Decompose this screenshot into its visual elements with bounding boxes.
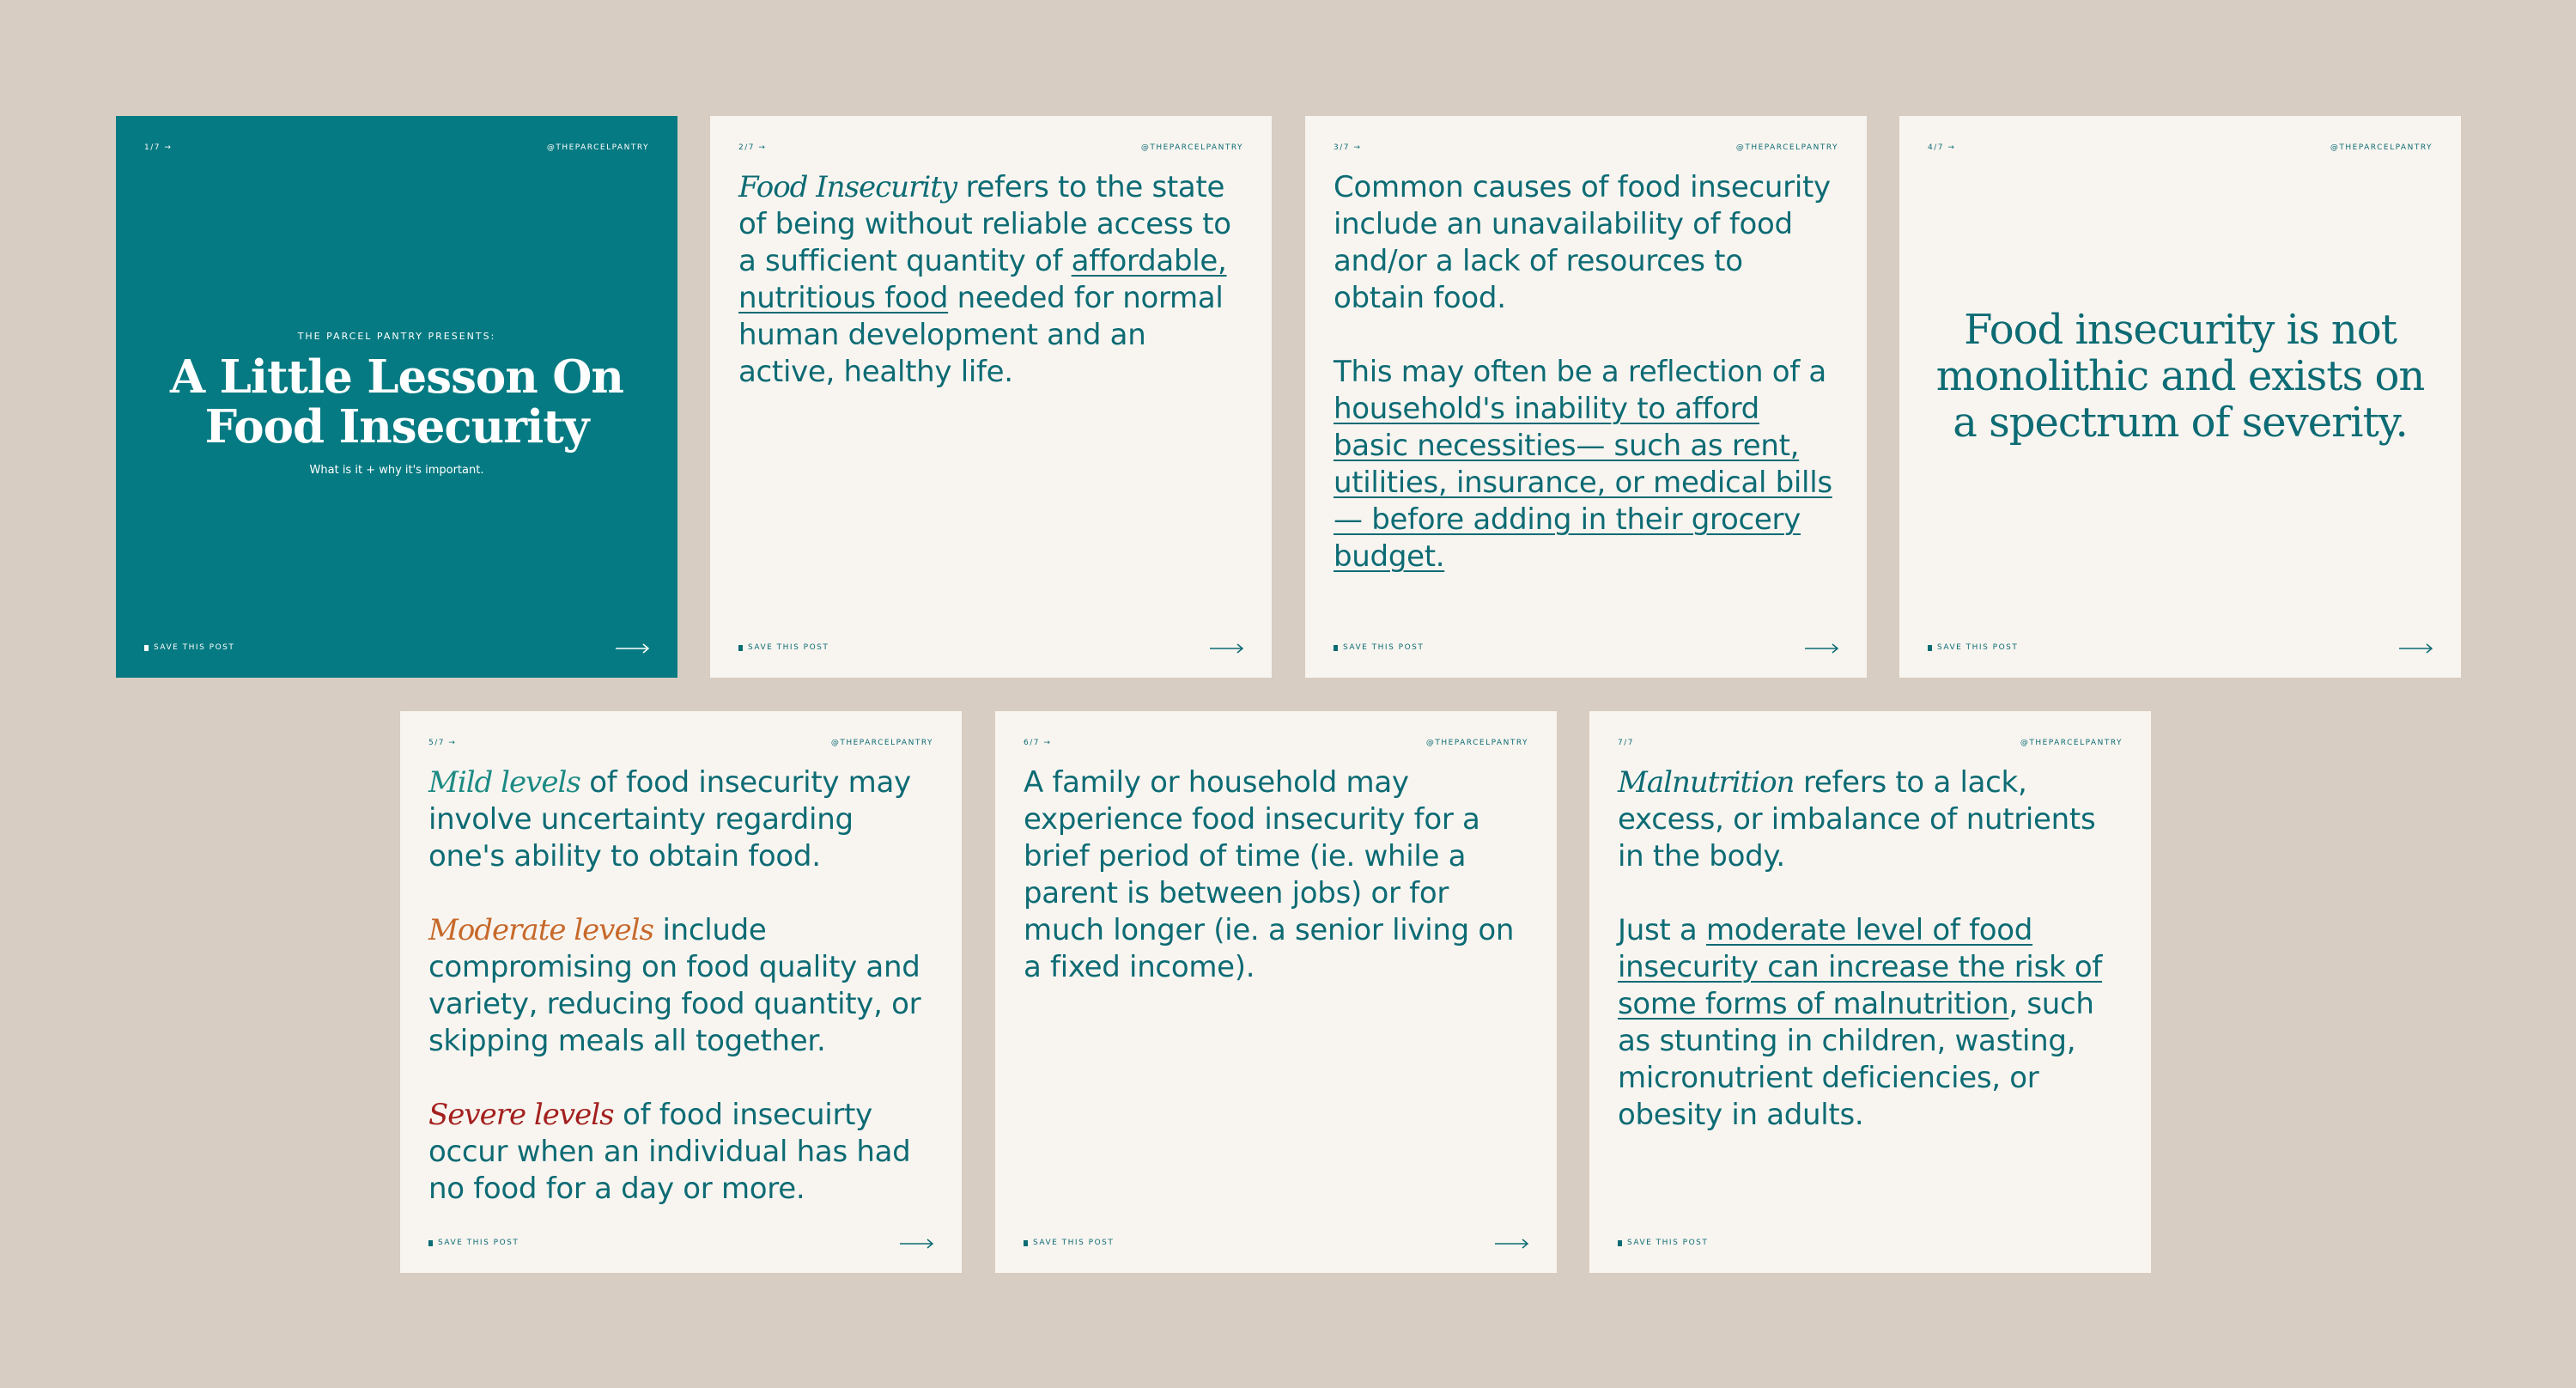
save-label: SAVE THIS POST [438, 1239, 519, 1247]
term-food-insecurity: Food Insecurity [738, 170, 957, 204]
body-paragraph: A family or household may experience food insecurity for a brief period of time (ie. while a parent is between jobs) or for much longer (ie. a senior living on a fixed income). [1024, 765, 1515, 984]
subtitle: What is it + why it's important. [309, 464, 484, 477]
body-link: affordable, nutritious food [738, 244, 1227, 315]
body-paragraph: Common causes of food insecurity include an unavailability of food and/or a lack of resources to obtain food. [1334, 170, 1831, 315]
save-post-button[interactable] [428, 1239, 519, 1247]
save-post-button[interactable] [144, 643, 234, 652]
arrow-right-icon[interactable] [900, 1239, 934, 1249]
body-link: household's inability to afford basic necessities— such as rent, utilities, insurance, or medical bills— before adding in their grocery budget. [1334, 392, 1832, 574]
slide-number: 4/7 → [1928, 143, 1956, 152]
slide-2-card[interactable] [710, 116, 1272, 678]
statement-text: Food insecurity is not monolithic and exists on a spectrum of severity. [1935, 306, 2425, 447]
slide-body [1024, 764, 1531, 986]
term-mild-levels: Mild levels [428, 765, 580, 800]
save-post-button[interactable] [738, 643, 829, 652]
brand-handle: @THEPARCELPANTRY [1735, 143, 1838, 152]
body-text: needed for normal human development and an active, healthy life. [738, 281, 1224, 389]
body-text: include compromising on food quality and variety, reducing food quantity, or skipping meals all together. [428, 913, 921, 1058]
arrow-right-icon[interactable] [1495, 1239, 1529, 1249]
slide-6-card[interactable] [995, 711, 1557, 1273]
bookmark-icon [1928, 645, 1932, 651]
arrow-right-icon[interactable] [1805, 643, 1839, 654]
save-label: SAVE THIS POST [1033, 1239, 1115, 1247]
body-text: refers to the state of being without reliable access to a sufficient quantity of [738, 170, 1231, 278]
slide-3-card[interactable] [1305, 116, 1867, 678]
save-label: SAVE THIS POST [1627, 1239, 1709, 1247]
bookmark-icon [738, 645, 743, 651]
arrow-right-icon[interactable] [1210, 643, 1244, 654]
slide-number: 2/7 → [738, 143, 767, 152]
slide-4-card[interactable] [1899, 116, 2461, 678]
body-text: , such as stunting in children, wasting, micronutrient deficiencies, or obesity in adults. [1618, 987, 2094, 1132]
brand-handle: @THEPARCELPANTRY [2020, 739, 2123, 747]
slide-number: 7/7 [1618, 739, 1634, 747]
slide-7-card[interactable] [1589, 711, 2151, 1273]
save-label: SAVE THIS POST [154, 643, 235, 652]
brand-handle: @THEPARCELPANTRY [546, 143, 649, 152]
save-label: SAVE THIS POST [1937, 643, 2019, 652]
body-text: of food insecurity may involve uncertainty regarding one's ability to obtain food. [428, 765, 911, 874]
slide-number: 1/7 → [144, 143, 173, 152]
bookmark-icon [1024, 1240, 1028, 1246]
body-text: Just a [1618, 913, 1706, 947]
save-post-button[interactable] [1334, 643, 1424, 652]
slide-5-card[interactable] [400, 711, 962, 1273]
slide-body [1334, 169, 1841, 575]
page-title [116, 352, 677, 452]
save-post-button[interactable] [1928, 643, 2018, 652]
brand-handle: @THEPARCELPANTRY [830, 739, 933, 747]
bookmark-icon [1618, 1240, 1622, 1246]
slide-number: 3/7 → [1334, 143, 1362, 152]
term-moderate-levels: Moderate levels [428, 913, 653, 947]
arrow-right-icon[interactable] [616, 643, 650, 654]
bookmark-icon [144, 645, 149, 651]
slide-body [428, 764, 936, 1208]
save-post-button[interactable] [1618, 1239, 1708, 1247]
slide-body [738, 169, 1246, 391]
term-malnutrition: Malnutrition [1618, 765, 1795, 800]
presents-label: THE PARCEL PANTRY PRESENTS: [297, 331, 496, 342]
save-label: SAVE THIS POST [748, 643, 829, 652]
brand-handle: @THEPARCELPANTRY [1425, 739, 1528, 747]
term-severe-levels: Severe levels [428, 1098, 614, 1132]
bookmark-icon [428, 1240, 433, 1246]
title-block [116, 331, 677, 477]
brand-handle: @THEPARCELPANTRY [2330, 143, 2433, 152]
title-line-2: Food Insecurity [204, 400, 589, 454]
save-post-button[interactable] [1024, 1239, 1114, 1247]
body-text: refers to a lack, excess, or imbalance of nutrients in the body. [1618, 765, 2096, 874]
title-line-1: A Little Lesson On [170, 350, 623, 404]
arrow-right-icon[interactable] [2399, 643, 2433, 654]
body-text: of food insecuirty occur when an individual has had no food for a day or more. [428, 1098, 911, 1206]
save-label: SAVE THIS POST [1343, 643, 1425, 652]
slide-1-card[interactable] [116, 116, 677, 678]
slide-body [1618, 764, 2125, 1134]
slide-number: 6/7 → [1024, 739, 1052, 747]
slide-number: 5/7 → [428, 739, 457, 747]
body-link: moderate level of food insecurity can increase the risk of some forms of malnutrition [1618, 913, 2103, 1021]
bookmark-icon [1334, 645, 1338, 651]
body-text: This may often be a reflection of a [1334, 355, 1826, 389]
brand-handle: @THEPARCELPANTRY [1140, 143, 1243, 152]
